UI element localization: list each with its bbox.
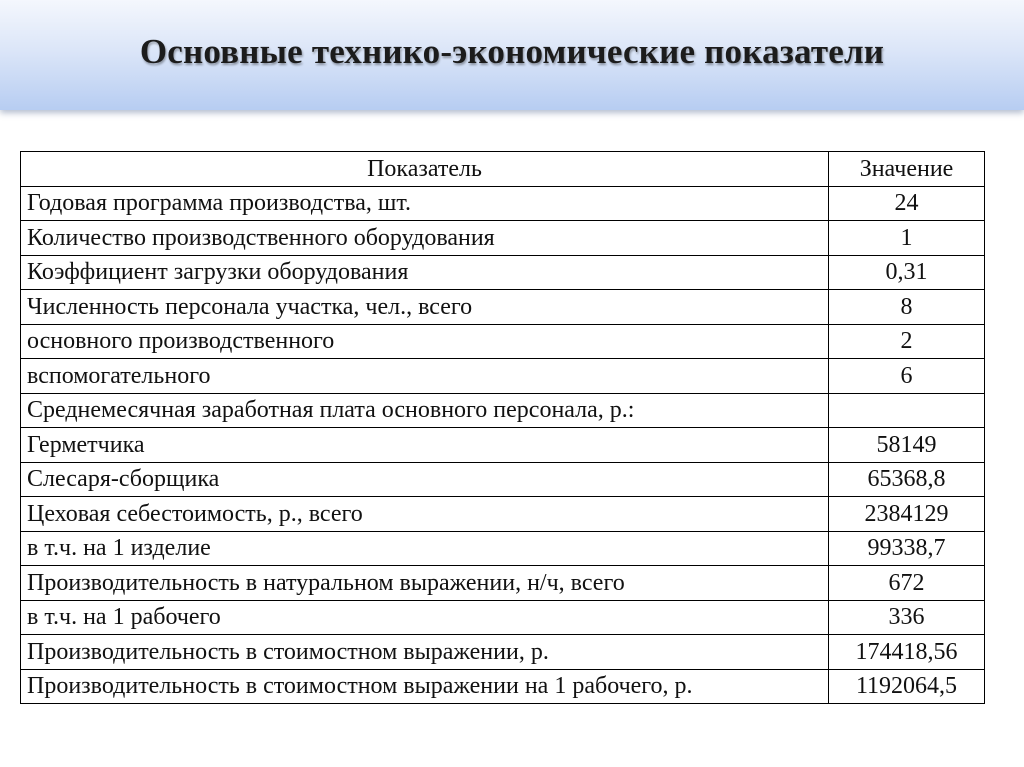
table-row <box>21 531 985 566</box>
value-cell: 24 <box>829 186 985 221</box>
table-row <box>21 428 985 463</box>
header-value: Значение <box>829 152 985 187</box>
indicator-cell: Количество производственного оборудования <box>21 221 829 256</box>
table-row <box>21 497 985 532</box>
slide-title: Основные технико-экономические показатели <box>139 32 885 71</box>
value-cell: 58149 <box>829 428 985 463</box>
indicator-cell: Цеховая себестоимость, р., всего <box>21 497 829 532</box>
table-row <box>21 669 985 704</box>
value-cell: 336 <box>829 600 985 635</box>
value-cell <box>829 393 985 428</box>
table-row <box>21 600 985 635</box>
indicators-table-container <box>20 151 985 704</box>
table-row <box>21 255 985 290</box>
value-cell: 99338,7 <box>829 531 985 566</box>
table-row <box>21 393 985 428</box>
table-row <box>21 359 985 394</box>
indicator-cell: основного производственного <box>21 324 829 359</box>
indicator-cell: Коэффициент загрузки оборудования <box>21 255 829 290</box>
value-cell: 0,31 <box>829 255 985 290</box>
value-cell: 6 <box>829 359 985 394</box>
header-indicator: Показатель <box>21 152 829 187</box>
table-row <box>21 462 985 497</box>
indicator-cell: вспомогательного <box>21 359 829 394</box>
value-cell: 1 <box>829 221 985 256</box>
value-cell: 1192064,5 <box>829 669 985 704</box>
table-row <box>21 635 985 670</box>
indicator-cell: Герметчика <box>21 428 829 463</box>
table-row <box>21 186 985 221</box>
value-cell: 672 <box>829 566 985 601</box>
indicator-cell: в т.ч. на 1 рабочего <box>21 600 829 635</box>
indicator-cell: Среднемесячная заработная плата основного персонала, р.: <box>21 393 829 428</box>
title-bar <box>0 0 1024 110</box>
value-cell: 2 <box>829 324 985 359</box>
table-row <box>21 290 985 325</box>
table-row <box>21 221 985 256</box>
indicator-cell: Слесаря-сборщика <box>21 462 829 497</box>
value-cell: 8 <box>829 290 985 325</box>
value-cell: 2384129 <box>829 497 985 532</box>
table-body <box>21 186 985 704</box>
indicator-cell: Производительность в стоимостном выражении, р. <box>21 635 829 670</box>
table-row <box>21 324 985 359</box>
indicator-cell: Годовая программа производства, шт. <box>21 186 829 221</box>
indicator-cell: Производительность в стоимостном выражении на 1 рабочего, р. <box>21 669 829 704</box>
value-cell: 65368,8 <box>829 462 985 497</box>
indicator-cell: Численность персонала участка, чел., всего <box>21 290 829 325</box>
indicators-table <box>20 151 985 704</box>
indicator-cell: Производительность в натуральном выражении, н/ч, всего <box>21 566 829 601</box>
value-cell: 174418,56 <box>829 635 985 670</box>
indicator-cell: в т.ч. на 1 изделие <box>21 531 829 566</box>
table-row <box>21 566 985 601</box>
table-header-row <box>21 152 985 187</box>
